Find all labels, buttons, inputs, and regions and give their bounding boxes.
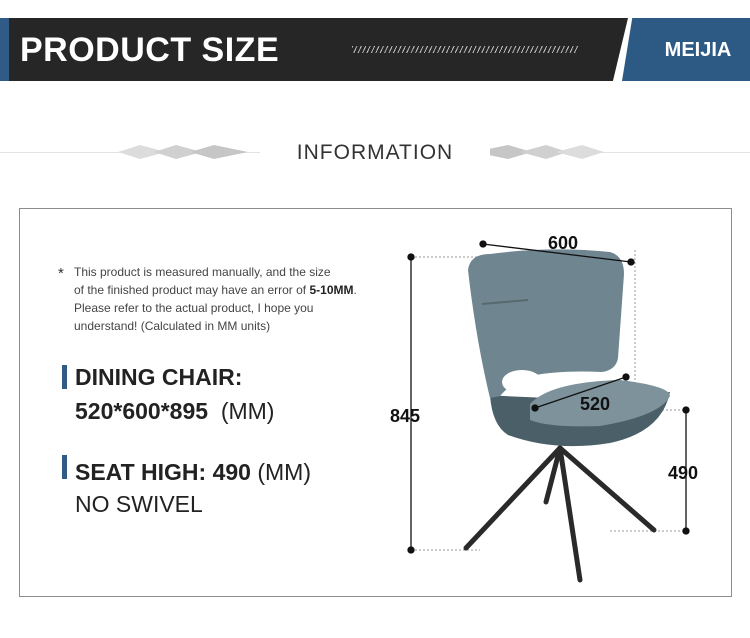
section-title: INFORMATION	[260, 141, 490, 165]
left-diamond-ornament	[118, 142, 248, 162]
spec-accent-bar-2	[62, 455, 67, 479]
note-marker: *	[58, 265, 64, 282]
spec-accent-bar	[62, 365, 67, 389]
page-title: PRODUCT SIZE	[20, 31, 280, 69]
backrest-opening	[502, 370, 542, 394]
dining-chair-size: 520*600*895	[75, 398, 209, 424]
header-banner	[0, 18, 750, 81]
note-error-range: 5-10MM	[309, 283, 354, 297]
dining-chair-label	[75, 364, 242, 391]
note-line-1: This product is measured manually, and the size	[74, 265, 331, 279]
chair-diagram	[380, 220, 720, 590]
seat-height-unit: (MM)	[257, 459, 311, 485]
brand-name: MEIJIA	[664, 39, 732, 61]
dining-chair-heading: DINING CHAIR:	[75, 364, 243, 390]
note-line-2	[74, 281, 394, 299]
note-line-2-end: .	[353, 283, 357, 297]
swivel-note: NO SWIVEL	[75, 491, 203, 517]
measurement-note	[74, 263, 394, 335]
decorative-hatch	[352, 46, 578, 53]
note-line-4: understand! (Calculated in MM units)	[74, 319, 271, 333]
depth-dimension: 520	[580, 394, 611, 414]
dining-chair-unit: (MM)	[220, 398, 275, 424]
dining-chair-dimensions	[75, 398, 274, 425]
chair-legs	[466, 448, 654, 580]
seat-height-dimension: 490	[668, 463, 699, 483]
note-line-3: Please refer to the actual product, I hope you	[74, 301, 314, 315]
header-accent-strip	[0, 18, 9, 81]
right-diamond-ornament	[474, 142, 604, 162]
chair-backrest	[468, 249, 624, 398]
note-line-2-text: of the finished product may have an error of	[74, 283, 310, 297]
seat-height-value: SEAT HIGH: 490	[75, 459, 251, 485]
seat-height-line	[75, 459, 311, 486]
height-dimension: 845	[390, 406, 421, 426]
width-dimension: 600	[548, 233, 579, 253]
